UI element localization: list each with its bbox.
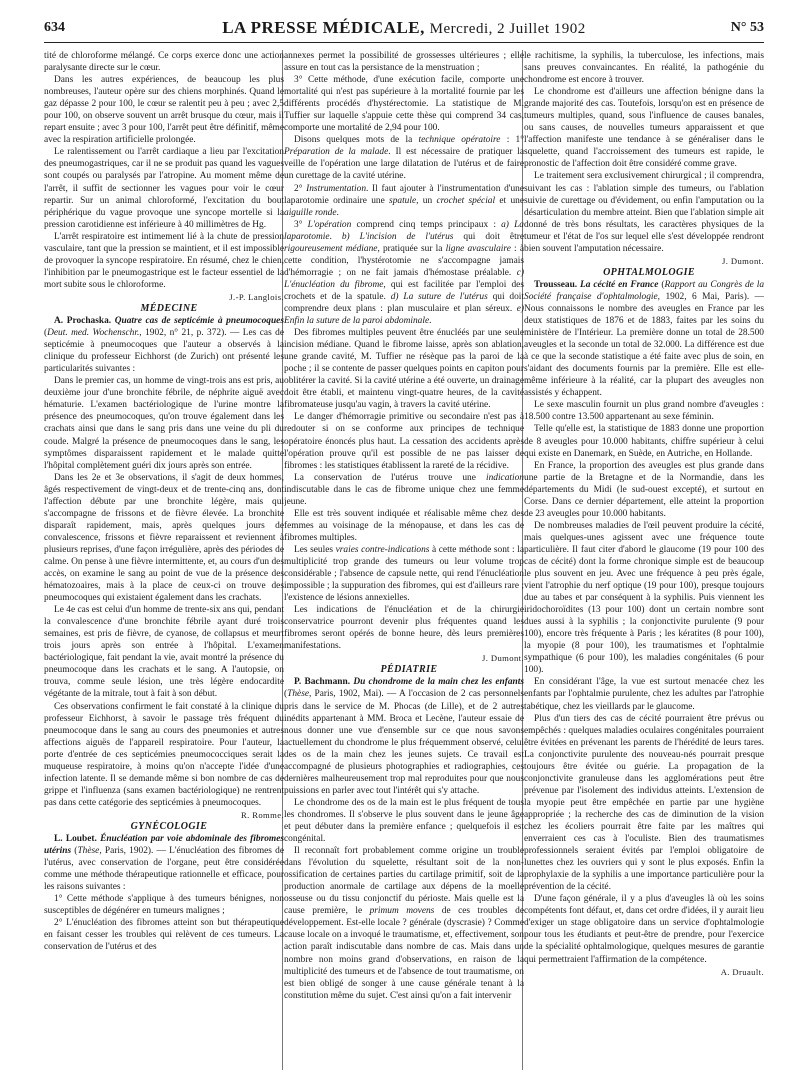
paragraph: Le 4e cas est celui d'un homme de trente-six ans qui, pendant la convalescence d'une bronchite fébrile ayant duré trois semaines, est pris de fièvre, de cyanose, de collapsus et meurt trois jours après son entrée à l'hôpital. L'examen bactériologique, fait pendant la vie, avait montré la présence du pneumocoque dans les crachats et le sang. A l'autopsie, on trouva, comme seule lésion, une très légère endocardite végétante de la mitrale, tout à fait à son début.	[44, 605, 284, 700]
article-author: P. Bachmann.	[294, 677, 351, 688]
paragraph: 3° Cette méthode, d'une exécution facile, comporte une mortalité qui n'est pas supérieure à la mortalité fournie par les différents procédés d'hystérectomie. La statistique de M. Tuffier sur laquelle s'appuie cette thèse qui comprend 34 cas, comporte une mortalité de 2,94 pour 100.	[284, 75, 524, 134]
signature: A. Druault.	[720, 966, 764, 977]
text-run: .	[329, 231, 342, 242]
article-reference: , Paris, 1902, Mai). — A l'occasion de 2 cas personnels pris dans le service de M. Phocas (de Lille), et de 2 autres inédits appartenant à MM. Broca et Lecène, l'auteur essaie de nous donner une vue d'ensemble sur ce que nous savons actuellement du chondrome le plus fréquemment observé, celui des os de la main chez les jeunes sujets. Ce travail est accompagné de plusieurs photographies et radiographies, ces dernières malheureusement trop mal reproduites pour que nous puissions en parler avec tout l'intérêt qui s'y attache.	[284, 689, 524, 796]
paragraph: le rachitisme, la syphilis, la tuberculose, les infections, mais sans preuves convaincantes. En réalité, la pathogénie du chondrome est encore à trouver.	[524, 51, 764, 86]
text-run: b) L'incision de l'utérus	[341, 231, 454, 242]
text-run: Disons quelques mots de la	[294, 135, 419, 146]
text-run: , pratiquée sur la	[377, 243, 446, 254]
paragraph: Le sexe masculin fournit un plus grand nombre d'aveugles : 18.500 contre 13.500 appartenant au sexe féminin.	[524, 400, 764, 423]
article-source: Thèse	[287, 689, 309, 700]
article-source: Deut. med. Wochenschr.	[47, 328, 140, 339]
text-run: et une	[495, 195, 524, 206]
paragraph: annexes permet la possibilité de grossesses ultérieures ; elle assure en tout cas la persistance de la menstruation ;	[284, 51, 524, 74]
column-1	[44, 50, 284, 1078]
article-author: Trousseau.	[534, 279, 578, 290]
paragraph: tité de chloroforme mélangé. Ce corps exerce donc une action paralysante directe sur le cœur.	[44, 51, 284, 74]
article-source: Thèse	[77, 846, 100, 857]
column-2	[284, 50, 524, 1078]
ref-open: (	[71, 846, 78, 857]
signature: J. Dumont.	[482, 653, 524, 664]
article-author: L. Loubet.	[54, 834, 97, 845]
journal-masthead	[44, 18, 764, 38]
paragraph	[284, 219, 524, 327]
paragraph: Le ralentissement ou l'arrêt cardiaque a lieu par l'excitation des pneumogastriques, car il ne se produit pas quand les vagues sont coupés ou paralysés par l'atropine. Au moment même de l'arrêt, il suffit de sectionner les vagues pour voir le cœur repartir. Sur un animal chloroformé, l'excitation du bout périphérique du vague provoque une syncope mortelle si la pression carotidienne est inférieure à 40 millimètres de Hg.	[44, 147, 284, 230]
article-title: Du chondrome de la main chez les enfants	[353, 677, 524, 688]
signature: R. Romme.	[241, 809, 284, 820]
paragraph: Les indications de l'énucléation et de la chirurgie conservatrice pourront devenir plus fréquentes quand les fibromes seront opérés de bonne heure, dès leurs premières manifestations.	[284, 605, 524, 652]
signature: J. Dumont.	[722, 255, 764, 266]
text-run: technique opératoire	[418, 135, 501, 146]
text-run: 2°	[294, 183, 307, 194]
article-title: Énucléation par voie abdominale des fibromes utérins	[44, 834, 284, 857]
text-run: rigoureusement médiane	[284, 243, 378, 254]
paragraph: 1° Cette méthode s'applique à des tumeurs bénignes, non susceptibles de dégénérer en tumeurs malignes ;	[44, 894, 284, 917]
text-run: e) Enfin la suture de la paroi abdominale	[284, 303, 524, 327]
paragraph	[284, 472, 524, 508]
paragraph	[284, 134, 524, 182]
paragraph: Plus d'un tiers des cas de cécité pourraient être prévus ou empêchés : quelques maladies oculaires congénitales pourraient être évitées en prévenant les parents de l'hérédité de leurs tares. La conjonctivite purulente des nouveau-nés pourrait presque toujours être évitée ou guérie. La propagation de la conjonctivite granuleuse dans les agglomérations peut être prévenue par l'isolement des individus atteints. L'extension de la myopie peut être empêchée en partie par une hygiène appropriée ; la recherche des cas de diminution de la vision chez les écoliers pourrait être faite par les maîtres qui enverraient ces cas à l'oculiste. Bien des traumatismes professionnels seraient évités par l'emploi obligatoire de lunettes chez les ouvriers qui y sont le plus exposés. Enfin la prophylaxie de la syphilis a une importance particulière pour la prévention de la cécité.	[524, 713, 764, 893]
column-3	[524, 50, 764, 1078]
article-source: Rapport au Congrès de la Société française d'ophtalmologie	[524, 279, 764, 302]
paragraph	[284, 183, 524, 219]
text-run: indiscutable dans le cas de fibrome unique chez une femme jeune.	[284, 484, 524, 507]
paragraph: Dans les 2e et 3e observations, il s'agit de deux hommes, âgés respectivement de vingt-deux et de trente-cinq ans, dont l'affection débute par une bronchite légère, mais qui s'accompagne de frissons et de fièvre élevée. La bronchite disparaît rapidement, mais, après quelques jours de convalescence, frissons et fièvre reparaissent et reviennent à plusieurs reprises, d'une façon irrégulière, après des périodes de calme. On pense à une fièvre intermittente, et, au cours d'un des accès, on examine le sang au point de vue de la présence des hématozoaires, mais à la place de ceux-ci on trouve des pneumocoques qui existaient également dans les crachats.	[44, 472, 284, 604]
text-run: . Il est nécessaire de pratiquer la veille de l'opération une large dilatation de l'utérus et de faire un curettage de la cavité utérine.	[284, 147, 524, 182]
text-run: , un	[416, 195, 437, 206]
paragraph: L'arrêt respiratoire est intimement lié à la chute de pression vasculaire, tant que la pression se maintient, et il est impossible de provoquer la syncope respiratoire. En résumé, chez le chien, l'inhibition par le pneumogastrique est le facteur essentiel de la mort subite sous le chloroforme.	[44, 231, 284, 290]
article-title: Quatre cas de septicémie à pneumocoques	[114, 316, 284, 327]
paragraph: Le danger d'hémorragie primitive ou secondaire n'est pas à redouter si on se conforme aux principes de technique opératoire énoncés plus haut. La cessation des accidents après l'opération prouve qu'il est possible de ne pas laisser de fibromes : les statistiques établissent la rareté de la récidive.	[284, 412, 524, 471]
paragraph: De nombreuses maladies de l'œil peuvent produire la cécité, mais quelques-unes agissent avec une fréquence toute particulière. Il faut citer d'abord le glaucome (19 pour 100 des cas de cécité) dont la forme chronique simple est de beaucoup le plus souvent en jeu. Avec une fréquence à peu près égale, vient l'atrophie du nerf optique (19 pour 100), presque toujours due au tabes et par conséquent à la syphilis. Puis viennent les iridochoroïdites (13 pour 100) dont un certain nombre sont dues aussi à la syphilis ; la conjonctivite purulente (9 pour 100), encore très fréquente à Paris ; les kératites (8 pour 100), la myopie (8 pour 100), les traumatismes et l'ophtalmie sympathique (6 pour 100), les maladies congénitales (6 pour 100).	[524, 520, 764, 676]
text-run: La conservation de l'utérus trouve une	[294, 472, 486, 483]
paragraph	[284, 845, 524, 1002]
text-run: à cette méthode sont : la multiplicité trop grande des tumeurs ou leur volume trop considérable ; l'absence de capsule nette, qui rend l'énucléation impossible ; la suppuration des fibromes, qui est d'ailleurs rare ; l'existence de lésions annexielles.	[284, 544, 524, 604]
article-reference: , 1902, 6 Mai, Paris). — Nous connaissons le nombre des aveugles en France par les deux statistiques de 1876 et de 1883, faites par les soins du ministère de l'Intérieur. La première donne un total de 28.500 aveugles et la seconde un total de 32.000. La différence est due à ce que la seconde statistique a été faite avec plus de soin, en s'aidant des documents fournis par la première. Elle est elle-même inférieure à la réalité, car la plupart des aveugles non assistés y échappent.	[524, 291, 764, 399]
paragraph: En France, la proportion des aveugles est plus grande dans une partie de la Bretagne et de la Normandie, dans les départements du Midi (le sud-ouest excepté), et surtout en Corse. Dans ce dernier département, elle atteint la proportion de 23 aveugles pour 10.000 habitants.	[524, 460, 764, 519]
text-run: indication	[485, 472, 524, 483]
paragraph: Dans les autres expériences, de beaucoup les plus nombreuses, l'auteur opère sur des chiens morphinés. Quand le gaz dépasse 2 pour 100, le cœur se ralentit peu à peu ; avec 2,5 pour 100, on observe souvent un arrêt brusque du cœur, mais il repart ensuite ; avec 3 pour 100, l'arrêt peut être définitif, même avec la respiration artificielle prolongée.	[44, 75, 284, 146]
paragraph: Des fibromes multiples peuvent être énucléés par une seule incision médiane. Quand le fibrome laisse, après son ablation, une grande cavité, M. Tuffier ne résèque pas la paroi de la poche ; il se contente de passer quelques points en capiton pour oblitérer la cavité. Si la cavité utérine a été ouverte, un drainage doit être établi, et maintenu vingt-quatre heures, de la cavité fibromateuse jusqu'au vagin, à travers la cavité utérine.	[284, 328, 524, 411]
text-run: , qui est facilitée par l'emploi des crochets et de la spatule.	[284, 279, 524, 302]
text-run: c) L'énucléation du fibrome	[284, 267, 524, 290]
section-heading: MÉDECINE	[140, 302, 198, 314]
ref-open: (	[284, 689, 288, 700]
text-run: Il reconnaît fort probablement comme origine un trouble dans l'évolution du squelette, résultant soit de la non-ossification de certaines parties du cartilage primitif, soit de la production anormale de cartilage aux dépens de la moelle osseuse ou du tissu conjonctif du périoste. Mais quelle est la cause première, le	[284, 846, 524, 917]
text-run: Les seules	[294, 544, 336, 555]
section-heading: OPHTALMOLOGIE	[603, 266, 695, 278]
article-intro	[284, 676, 524, 796]
article-reference: , 1902, n° 21, p. 372). — Les cas de septicémie à pneumocoques que l'auteur a observés à la clinique du professeur Eichhorst (de Zurich) ont présenté les particularités suivantes :	[44, 328, 284, 375]
paragraph: Telle qu'elle est, la statistique de 1883 donne une proportion de 8 aveugles pour 10.000 habitants, chiffre supérieur à celui qui existe en Danemark, en Suède, en Autriche, en Hollande.	[524, 424, 764, 459]
article-author: A. Prochaska.	[54, 316, 112, 327]
text-run: Préparation de la malade	[284, 147, 389, 158]
text-run: Instrumentation	[306, 183, 367, 194]
section-heading: GYNÉCOLOGIE	[130, 821, 208, 832]
text-run: qui doit être	[453, 231, 524, 242]
paragraph: Le chondrome est d'ailleurs une affection bénigne dans la grande majorité des cas. Toutefois, lorsqu'on est en présence de tumeurs multiples, quand, sous l'influence de causes banales, ou sans causes, de nouvelles tumeurs apparaissent et que l'affection manifeste une tendance à se généraliser dans le squelette, quand l'accroissement des tumeurs est rapide, le pronostic de l'affection doit être considéré comme grave.	[524, 87, 764, 170]
page-header	[44, 16, 764, 43]
text-run: primum movens	[369, 906, 435, 917]
article-reference: , Paris, 1902). — L'énucléation des fibromes de l'utérus, avec conservation de l'organe, peut être considérée comme une méthode thérapeutique rationnelle et efficace, pour les raisons suivantes :	[44, 846, 284, 893]
issue-number: N° 53	[730, 20, 764, 35]
article-title: La cécité en France	[580, 279, 659, 290]
text-run: d) La suture de l'utérus	[390, 291, 488, 302]
text-run: a) La laparotomie	[284, 219, 524, 242]
paragraph: Ces observations confirment le fait constaté à la clinique du professeur Eichhorst, à savoir le passage très fréquent du pneumocoque dans le sang au cours des pneumonies et autres affections aiguës de l'appareil respiratoire. Pour l'auteur, la porte d'entrée de ces septicémies pneumococciques serait la muqueuse respiratoire, à moins qu'on n'accepte l'idée d'une infection latente. Il se demande même si bon nombre de cas de grippe et l'influenza (sans examen bactériologique) ne rentrent pas dans cette catégorie des septicémies à pneumocoques.	[44, 701, 284, 808]
ref-open: (	[658, 279, 665, 290]
text-run: L'opération	[307, 219, 352, 230]
text-run: crochet spécial	[436, 195, 496, 206]
text-run: comprend cinq temps principaux :	[351, 219, 502, 230]
journal-title: LA PRESSE MÉDICALE,	[222, 18, 425, 37]
paragraph: 2° L'énucléation des fibromes atteint son but thérapeutique en faisant cesser les troubles qui relèvent de ces tumeurs. La conservation de l'utérus et des	[44, 918, 284, 953]
ref-open: (	[44, 328, 48, 339]
page-number: 634	[44, 20, 65, 35]
signature: J.-P. Langlois.	[229, 291, 284, 302]
paragraph	[284, 544, 524, 604]
text-run: vraies contre-indications	[335, 544, 430, 555]
paragraph: En considérant l'âge, la vue est surtout menacée chez les enfants par l'ophtalmie purulente, chez les adultes par l'atrophie tabétique, chez les vieillards par le glaucome.	[524, 677, 764, 712]
paragraph: Le chondrome des os de la main est le plus fréquent de tous les chondromes. Il s'observe le plus souvent dans le jeune âge et peut débuter dans la première enfance ; quelquefois il est congénital.	[284, 797, 524, 845]
paragraph: D'une façon générale, il y a plus d'aveugles là où les soins compétents font défaut, et, dans cet ordre d'idées, il y aurait lieu d'exiger un stage obligatoire dans un service d'ophtalmologie pour tous les étudiants et peut-être de prendre, pour l'exercice de la spécialité ophtalmologique, quelques mesures de garantie qui permettraient l'affirmation de la compétence.	[524, 894, 764, 965]
paragraph: Dans le premier cas, un homme de vingt-trois ans est pris, au deuxième jour d'une bronchite fébrile, de néphrite aiguë avec hématurie. L'examen bactériologique de l'urine montre la présence des pneumocoques, qu'on trouve également dans les crachats ainsi que dans le sang pris dans une veine du pli du coude. Malgré la présence de pneumocoques dans le sang, les symptômes disparaissent rapidement et le malade quitte l'hôpital complètement guéri dix jours après son entrée.	[44, 376, 284, 471]
text-run: aiguille ronde	[284, 207, 337, 218]
text-run: 3°	[294, 219, 308, 230]
text-run: : 1°	[500, 135, 524, 146]
text-run: de ces troubles de développement. Est-elle locale ? générale (dyscrasie) ? Comme cause locale on a invoqué le traumatisme, et, effectivement, son action paraît indiscutable dans nombre de cas. Mais dans un nombre non moins grand d'observations, en raison de la multiplicité des tumeurs et de l'absence de tout traumatisme, on est bien obligé de songer à une cause générale tenant à la constitution même du sujet. C'est ainsi qu'on a fait intervenir	[284, 906, 524, 1001]
text-run: qui doit comprendre deux plans : plan musculaire et plan séreux.	[284, 291, 524, 314]
article-intro	[44, 315, 284, 375]
text-run: .	[336, 207, 339, 218]
article-intro	[44, 833, 284, 893]
text-run: : à cette condition, l'hystérotomie ne s'accompagne jamais d'hémorragie ; on ne fait jamais d'hémostase préalable.	[284, 243, 524, 278]
article-intro	[524, 279, 764, 399]
section-heading: PÉDIATRIE	[380, 664, 438, 676]
text-run: . Il faut ajouter à l'instrumentation d'une laparotomie ordinaire une	[284, 183, 524, 206]
text-run: spatule	[389, 195, 417, 206]
issue-date: Mercredi, 2 Juillet 1902	[429, 21, 586, 37]
paragraph: Elle est très souvent indiquée et réalisable même chez des femmes au voisinage de la ménopause, et dans les cas de fibromes multiples.	[284, 508, 524, 543]
text-run: .	[429, 316, 432, 327]
paragraph: Le traitement sera exclusivement chirurgical ; il comprendra, suivant les cas : l'ablation simple des tumeurs, ou l'ablation suivie de curettage ou d'évidement, ou enfin l'amputation ou la désarticulation du membre atteint. Bien que l'ablation simple ait donné de très bons résultats, les caractères physiques de la tumeur et l'état de l'os sur lequel elle s'est développée rendront bien souvent l'amputation nécessaire.	[524, 171, 764, 254]
text-run: ligne avasculaire	[445, 243, 511, 254]
